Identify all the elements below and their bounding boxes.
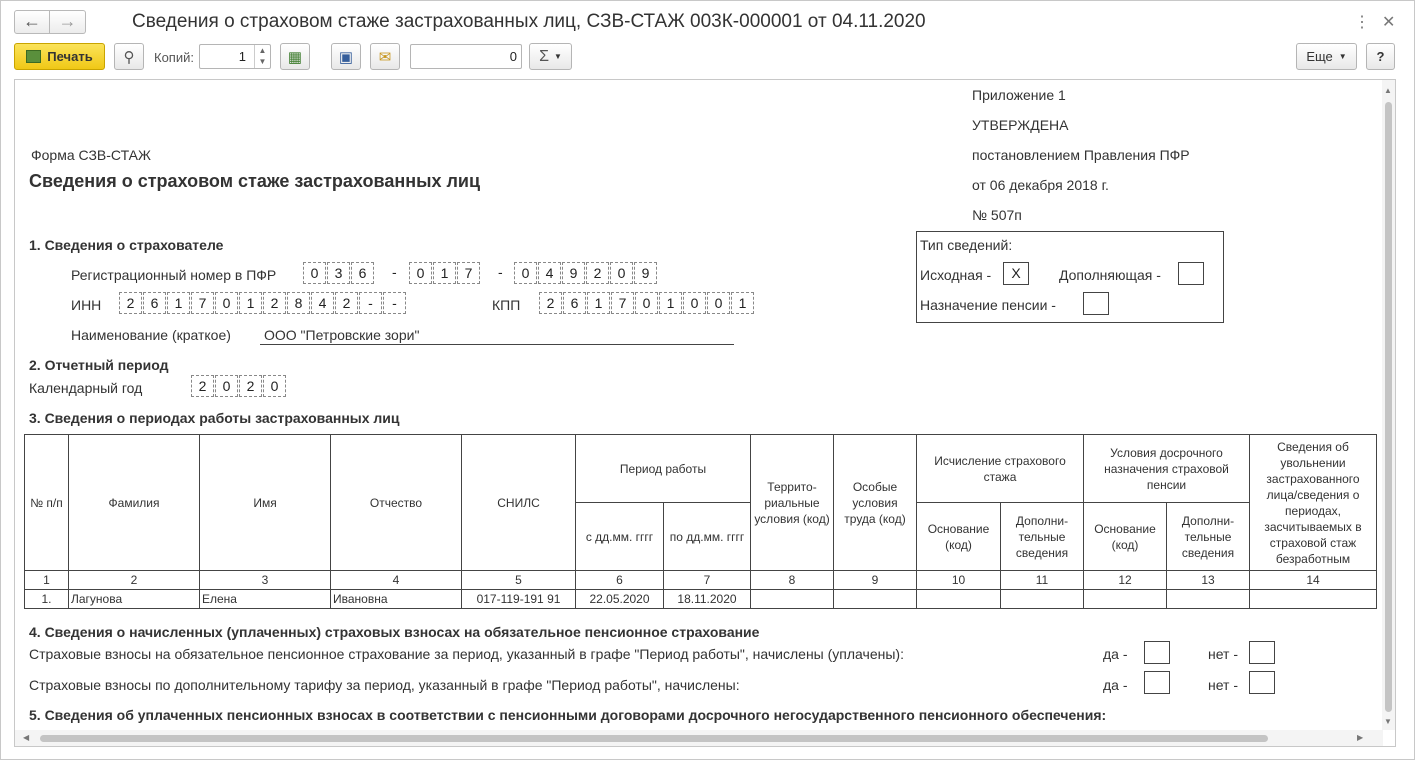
row-surname: Лагунова bbox=[69, 590, 200, 609]
table-row[interactable] bbox=[25, 590, 1377, 609]
resolution-date: от 06 декабря 2018 г. bbox=[972, 177, 1109, 193]
original-checkbox: X bbox=[1003, 262, 1029, 285]
inn-digit: 2 bbox=[119, 292, 142, 314]
form-title: Сведения о страховом стаже застрахованных лиц bbox=[29, 171, 481, 191]
s4-line-2: Страховые взносы по дополнительному тарифу за период, указанный в графе "Период работы", начислены: bbox=[29, 677, 740, 693]
inn-digit: 1 bbox=[167, 292, 190, 314]
reg-digit: 0 bbox=[514, 262, 537, 284]
kpp-digit: 0 bbox=[707, 292, 730, 314]
horizontal-scrollbar[interactable] bbox=[15, 730, 1383, 746]
inn-label: ИНН bbox=[71, 297, 102, 313]
reg-digit: 6 bbox=[351, 262, 374, 284]
header-dismissal: Сведения об увольнении застрахованного лица/сведения о периодах, засчитываемых в страховой стаж безработным bbox=[1250, 435, 1377, 571]
close-icon[interactable]: ✕ bbox=[1382, 14, 1396, 31]
section-5-title: 5. Сведения об уплаченных пенсионных взносах в соответствии с пенсионными договорами досрочного негосударственного пенсионного обеспечения: bbox=[29, 707, 1107, 723]
stepper-arrows-icon[interactable]: ▲ ▼ bbox=[254, 45, 270, 68]
kpp-label: КПП bbox=[492, 297, 521, 313]
kpp-digit: 0 bbox=[635, 292, 658, 314]
form-code: Форма СЗВ-СТАЖ bbox=[31, 147, 151, 163]
no-label: нет - bbox=[1208, 646, 1239, 662]
original-label: Исходная - bbox=[920, 267, 992, 283]
sum-field[interactable] bbox=[410, 44, 522, 69]
copies-label: Копий: bbox=[154, 50, 194, 65]
inn-digit: 8 bbox=[287, 292, 310, 314]
approved-label: УТВЕРЖДЕНА bbox=[972, 117, 1069, 133]
magnifier-icon: ⚲ bbox=[123, 48, 135, 66]
column-numbers-row bbox=[25, 571, 1377, 590]
header-early-basis: Основание (код) bbox=[1084, 503, 1167, 571]
header-period: Период работы bbox=[576, 435, 751, 503]
inn-digit: 0 bbox=[215, 292, 238, 314]
reg-digit: 4 bbox=[538, 262, 561, 284]
yes-checkbox bbox=[1144, 671, 1170, 694]
work-periods-table bbox=[24, 434, 1377, 609]
year-digit: 0 bbox=[263, 375, 286, 397]
help-button[interactable] bbox=[1366, 43, 1395, 70]
row-num: 1. bbox=[25, 590, 69, 609]
no-checkbox bbox=[1249, 671, 1275, 694]
inn-digit: 6 bbox=[143, 292, 166, 314]
more-label: Еще bbox=[1306, 49, 1333, 64]
yes-label: да - bbox=[1103, 646, 1128, 662]
pension-label: Назначение пенсии - bbox=[920, 297, 1056, 313]
reg-number-label: Регистрационный номер в ПФР bbox=[71, 267, 277, 283]
envelope-icon: ✉ bbox=[378, 48, 392, 66]
reg-digit: 1 bbox=[433, 262, 456, 284]
row-to: 18.11.2020 bbox=[664, 590, 751, 609]
printer-icon bbox=[26, 50, 41, 63]
title-bar bbox=[1, 1, 1414, 41]
more-button[interactable] bbox=[1296, 43, 1357, 70]
table-edit-icon: ▦ bbox=[287, 48, 303, 66]
s4-line-1: Страховые взносы на обязательное пенсионное страхование за период, указанный в графе "Период работы", начислены (уплачены): bbox=[29, 646, 904, 662]
reg-digit: 9 bbox=[562, 262, 585, 284]
row-name: Елена bbox=[200, 590, 331, 609]
no-checkbox bbox=[1249, 641, 1275, 664]
inn-digit: 2 bbox=[263, 292, 286, 314]
header-territorial: Террито-риальные условия (код) bbox=[751, 435, 834, 571]
header-calc: Исчисление страхового стажа bbox=[917, 435, 1084, 503]
header-surname: Фамилия bbox=[69, 435, 200, 571]
row-snils: 017-119-191 91 bbox=[462, 590, 576, 609]
kpp-digit: 7 bbox=[611, 292, 634, 314]
scroll-down-icon[interactable]: ▼ bbox=[1384, 717, 1392, 726]
reg-digit: 3 bbox=[327, 262, 350, 284]
arrow-left-icon: ← bbox=[23, 11, 41, 31]
arrow-right-icon: → bbox=[58, 11, 77, 31]
col-number: 11 bbox=[1001, 571, 1084, 590]
row-early-add bbox=[1167, 590, 1250, 609]
col-number: 5 bbox=[462, 571, 576, 590]
header-early-add: Дополни-тельные сведения bbox=[1167, 503, 1250, 571]
col-number: 12 bbox=[1084, 571, 1167, 590]
header-special: Особые условия труда (код) bbox=[834, 435, 917, 571]
no-label: нет - bbox=[1208, 677, 1239, 693]
yes-label: да - bbox=[1103, 677, 1128, 693]
year-cells bbox=[191, 375, 287, 397]
year-digit: 2 bbox=[239, 375, 262, 397]
vertical-scroll-thumb[interactable] bbox=[1385, 102, 1392, 712]
row-calc-basis bbox=[917, 590, 1001, 609]
chevron-down-icon: ▼ bbox=[553, 52, 562, 61]
kpp-digit: 2 bbox=[539, 292, 562, 314]
row-from: 22.05.2020 bbox=[576, 590, 664, 609]
reg-number-group-1 bbox=[303, 262, 375, 284]
copies-value: 1 bbox=[238, 49, 246, 64]
vertical-scrollbar[interactable] bbox=[1382, 80, 1395, 730]
header-num: № п/п bbox=[25, 435, 69, 571]
header-snils: СНИЛС bbox=[462, 435, 576, 571]
kpp-digit: 1 bbox=[731, 292, 754, 314]
inn-digit: - bbox=[359, 292, 382, 314]
section-3-title: 3. Сведения о периодах работы застрахованных лиц bbox=[29, 410, 400, 426]
chevron-down-icon: ▼ bbox=[1338, 52, 1347, 61]
inn-digit: - bbox=[383, 292, 406, 314]
row-special bbox=[834, 590, 917, 609]
reg-digit: 0 bbox=[303, 262, 326, 284]
header-calc-add: Дополни-тельные сведения bbox=[1001, 503, 1084, 571]
kpp-digit: 1 bbox=[587, 292, 610, 314]
back-button[interactable] bbox=[14, 10, 50, 34]
horizontal-scroll-thumb[interactable] bbox=[40, 735, 1268, 742]
info-type-label: Тип сведений: bbox=[920, 237, 1013, 253]
section-2-title: 2. Отчетный период bbox=[29, 357, 169, 373]
col-number: 4 bbox=[331, 571, 462, 590]
sum-value: 0 bbox=[509, 49, 517, 64]
additional-checkbox bbox=[1178, 262, 1204, 285]
edit-mode-button[interactable] bbox=[280, 43, 310, 70]
row-dismissal bbox=[1250, 590, 1377, 609]
header-calc-basis: Основание (код) bbox=[917, 503, 1001, 571]
header-patronymic: Отчество bbox=[331, 435, 462, 571]
kpp-digit: 1 bbox=[659, 292, 682, 314]
col-number: 2 bbox=[69, 571, 200, 590]
reg-number-group-2 bbox=[409, 262, 481, 284]
document-area[interactable] bbox=[14, 79, 1396, 747]
kpp-digit: 0 bbox=[683, 292, 706, 314]
floppy-disk-icon: ▣ bbox=[338, 48, 354, 66]
inn-digit: 2 bbox=[335, 292, 358, 314]
col-number: 7 bbox=[664, 571, 751, 590]
scroll-right-icon[interactable]: ▶ bbox=[1357, 733, 1364, 742]
additional-label: Дополняющая - bbox=[1059, 267, 1161, 283]
org-name-value: ООО "Петровские зори" bbox=[264, 327, 420, 343]
row-patronymic: Ивановна bbox=[331, 590, 462, 609]
sigma-icon: Σ bbox=[539, 47, 549, 65]
inn-digit: 1 bbox=[239, 292, 262, 314]
header-from: с дд.мм. гггг bbox=[576, 503, 664, 571]
header-name: Имя bbox=[200, 435, 331, 571]
header-to: по дд.мм. гггг bbox=[664, 503, 751, 571]
appendix-label: Приложение 1 bbox=[972, 87, 1066, 103]
kpp-cells bbox=[539, 292, 755, 314]
reg-digit: 0 bbox=[610, 262, 633, 284]
separator-dash: - bbox=[498, 264, 503, 280]
row-calc-add bbox=[1001, 590, 1084, 609]
org-name-label: Наименование (краткое) bbox=[71, 327, 231, 343]
reg-digit: 9 bbox=[634, 262, 657, 284]
toolbar bbox=[1, 43, 1414, 73]
save-button[interactable] bbox=[331, 43, 361, 70]
col-number: 14 bbox=[1250, 571, 1377, 590]
resolution-label: постановлением Правления ПФР bbox=[972, 147, 1190, 163]
preview-button[interactable] bbox=[114, 43, 144, 70]
reg-number-group-3 bbox=[514, 262, 658, 284]
org-name-underline bbox=[260, 344, 734, 345]
section-4-title: 4. Сведения о начисленных (уплаченных) страховых взносах на обязательное пенсионное страхование bbox=[29, 624, 760, 640]
inn-cells bbox=[119, 292, 407, 314]
print-label: Печать bbox=[47, 49, 93, 64]
year-digit: 0 bbox=[215, 375, 238, 397]
inn-digit: 4 bbox=[311, 292, 334, 314]
col-number: 9 bbox=[834, 571, 917, 590]
reg-digit: 7 bbox=[457, 262, 480, 284]
kpp-digit: 6 bbox=[563, 292, 586, 314]
scroll-up-icon[interactable]: ▲ bbox=[1384, 86, 1392, 95]
resolution-number: № 507п bbox=[972, 207, 1022, 223]
send-email-button[interactable] bbox=[370, 43, 400, 70]
col-number: 1 bbox=[25, 571, 69, 590]
section-1-title: 1. Сведения о страхователе bbox=[29, 237, 224, 253]
inn-digit: 7 bbox=[191, 292, 214, 314]
sum-dropdown-button[interactable] bbox=[529, 43, 572, 70]
pension-checkbox bbox=[1083, 292, 1109, 315]
row-territorial bbox=[751, 590, 834, 609]
yes-checkbox bbox=[1144, 641, 1170, 664]
year-label: Календарный год bbox=[29, 380, 143, 396]
row-early-basis bbox=[1084, 590, 1167, 609]
header-early: Условия досрочного назначения страховой пенсии bbox=[1084, 435, 1250, 503]
reg-digit: 0 bbox=[409, 262, 432, 284]
reg-digit: 2 bbox=[586, 262, 609, 284]
col-number: 3 bbox=[200, 571, 331, 590]
help-label: ? bbox=[1376, 49, 1385, 64]
window-title: Сведения о страховом стаже застрахованных лиц, СЗВ-СТАЖ 003К-000001 от 04.11.2020 bbox=[132, 11, 926, 32]
col-number: 6 bbox=[576, 571, 664, 590]
copies-stepper[interactable] bbox=[199, 44, 271, 69]
col-number: 8 bbox=[751, 571, 834, 590]
year-digit: 2 bbox=[191, 375, 214, 397]
forward-button[interactable] bbox=[50, 10, 86, 34]
scroll-left-icon[interactable]: ◀ bbox=[23, 733, 30, 742]
more-vertical-icon[interactable]: ⋮ bbox=[1354, 14, 1370, 31]
separator-dash: - bbox=[392, 264, 397, 280]
col-number: 13 bbox=[1167, 571, 1250, 590]
print-button[interactable] bbox=[14, 43, 105, 70]
col-number: 10 bbox=[917, 571, 1001, 590]
